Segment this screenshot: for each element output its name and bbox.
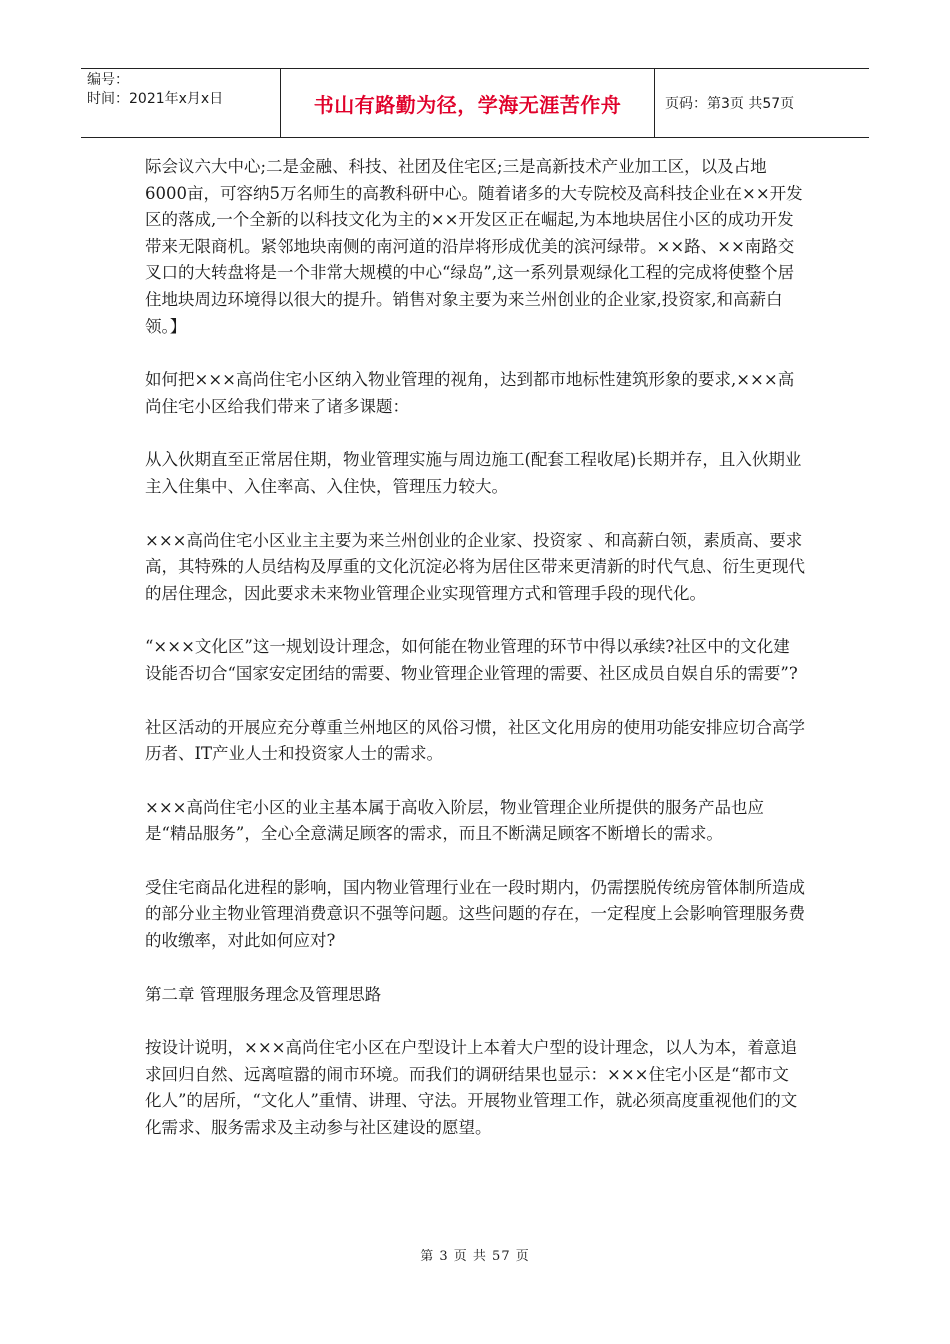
header-meta (81, 69, 281, 137)
paragraph-5: “×××文化区”这一规划设计理念，如何能在物业管理的环节中得以承续?社区中的文化建设能否切合“国家安定团结的需要、物业管理企业管理的需要、社区成员自娱自乐的需要”? (145, 637, 798, 683)
paragraph-9: 按设计说明，×××高尚住宅小区在户型设计上本着大户型的设计理念，以人为本，着意追求回归自然、远离喧嚣的闹市环境。而我们的调研结果也显示：×××住宅小区是“都市文化人”的居所，“文化人”重情、讲理、守法。开展物业管理工作，就必须高度重视他们的文化需求、服务需求及主动参与社区建设的愿望。 (145, 1038, 798, 1138)
paragraph-8: 受住宅商品化进程的影响，国内物业管理行业在一段时期内，仍需摆脱传统房管体制所造成的部分业主物业管理消费意识不强等问题。这些问题的存在，一定程度上会影响管理服务费的收缴率，对此如何应对? (145, 877, 805, 951)
paragraph-4: ×××高尚住宅小区业主主要为来兰州创业的企业家、投资家 、和高薪白领，素质高、要求高，其特殊的人员结构及厚重的文化沉淀必将为居住区带来更清新的时代气息、衍生更现代的居住理念，因此要求未来物业管理企业实现管理方式和管理手段的现代化。 (145, 530, 805, 603)
document-time-label: 时间：2021年x月x日 (87, 91, 224, 107)
paragraph-6: 社区活动的开展应充分尊重兰州地区的风俗习惯，社区文化用房的使用功能安排应切合高学历者、IT产业人士和投资家人士的需求。 (145, 717, 805, 764)
document-body (145, 154, 805, 1142)
page-footer: 第 3 页 共 57 页 (420, 1249, 530, 1264)
paragraph-1: 际会议六大中心;二是金融、科技、社团及住宅区;三是高新技术产业加工区，以及占地6000亩，可容纳5万名师生的高教科研中心。随着诸多的大专院校及高科技企业在××开发区的落成,一个全新的以科技文化为主的××开发区正在崛起,为本地块居住小区的成功开发带来无限商机。紧邻地块南侧的南河道的沿岸将形成优美的滨河绿带。××路、××南路交叉口的大转盘将是一个非常大规模的中心“绿岛”,这一系列景观绿化工程的完成将使整个居住地块周边环境得以很大的提升。销售对象主要为来兰州创业的企业家,投资家,和高薪白领。】 (145, 157, 803, 336)
header-motto: 书山有路勤为径，学海无涯苦作舟 (281, 69, 655, 137)
chapter-heading: 第二章 管理服务理念及管理思路 (145, 984, 382, 1004)
paragraph-2: 如何把×××高尚住宅小区纳入物业管理的视角，达到都市地标性建筑形象的要求,×××高尚住宅小区给我们带来了诸多课题： (145, 370, 795, 416)
page-header (81, 68, 869, 138)
document-number-label: 编号： (87, 72, 129, 88)
paragraph-3: 从入伙期直至正常居住期，物业管理实施与周边施工(配套工程收尾)长期并存，且入伙期业主入住集中、入住率高、入住快，管理压力较大。 (145, 450, 802, 496)
paragraph-7: ×××高尚住宅小区的业主基本属于高收入阶层，物业管理企业所提供的服务产品也应是“精品服务”，全心全意满足顾客的需求，而且不断满足顾客不断增长的需求。 (145, 797, 764, 844)
header-page-info: 页码：第3页 共57页 (665, 96, 795, 112)
